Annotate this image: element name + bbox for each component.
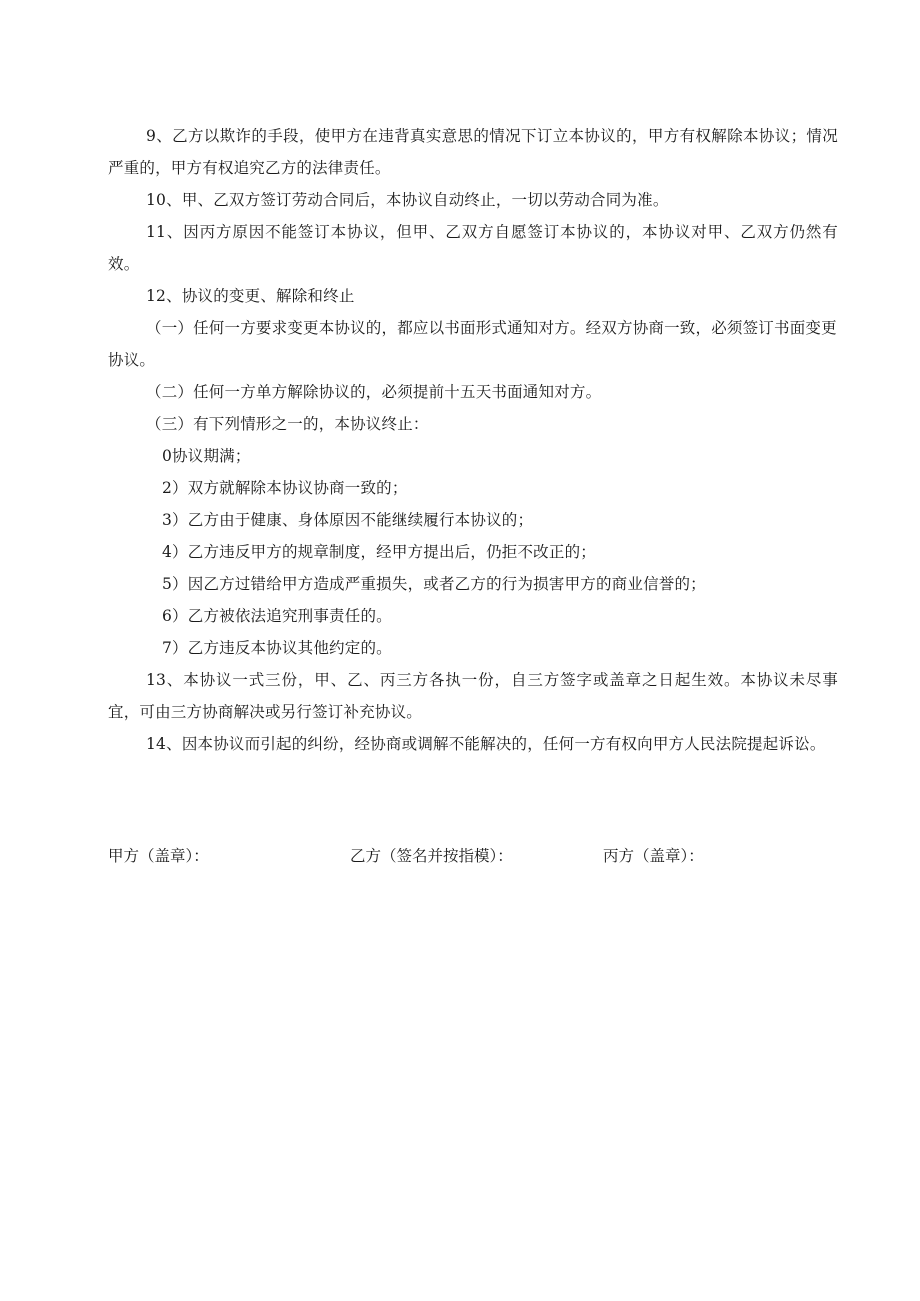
termination-item-7: 7）乙方违反本协议其他约定的。 (162, 639, 392, 657)
termination-item-5: 5）因乙方过错给甲方造成严重损失，或者乙方的行为损害甲方的商业信誉的； (162, 575, 706, 593)
clause-14: 14、因本协议而引起的纠纷，经协商或调解不能解决的，任何一方有权向甲方人民法院提起诉讼。 (146, 735, 826, 753)
clause-12-sub-1: （一）任何一方要求变更本协议的，都应以书面形式通知对方。经双方协商一致，必须签订书面变更协议。 (108, 319, 837, 369)
clause-11: 11、因丙方原因不能签订本协议，但甲、乙双方自愿签订本协议的，本协议对甲、乙双方仍然有效。 (108, 223, 838, 273)
party-a-signature-label: 甲方（盖章）： (108, 847, 209, 865)
signature-block (108, 840, 838, 872)
clause-12-sub-2: （二）任何一方单方解除协议的，必须提前十五天书面通知对方。 (146, 383, 602, 401)
clause-10: 10、甲、乙双方签订劳动合同后，本协议自动终止，一切以劳动合同为准。 (146, 191, 669, 209)
document-body (108, 120, 838, 760)
termination-item-6: 6）乙方被依法追究刑事责任的。 (162, 607, 392, 625)
termination-item-1: 0协议期满； (162, 447, 251, 465)
clause-12-sub-3: （三）有下列情形之一的，本协议终止： (146, 415, 429, 433)
party-c-signature-label: 丙方（盖章）： (603, 847, 704, 865)
clause-9: 9、乙方以欺诈的手段，使甲方在违背真实意思的情况下订立本协议的，甲方有权解除本协议；情况严重的，甲方有权追究乙方的法律责任。 (108, 127, 838, 177)
clause-12-heading: 12、协议的变更、解除和终止 (146, 287, 355, 305)
termination-item-2: 2）双方就解除本协议协商一致的； (162, 479, 408, 497)
termination-item-3: 3）乙方由于健康、身体原因不能继续履行本协议的； (162, 511, 534, 529)
clause-13: 13、本协议一式三份，甲、乙、丙三方各执一份，自三方签字或盖章之日起生效。本协议未尽事宜，可由三方协商解决或另行签订补充协议。 (108, 671, 838, 721)
termination-item-4: 4）乙方违反甲方的规章制度，经甲方提出后，仍拒不改正的； (162, 543, 596, 561)
party-b-signature-label: 乙方（签名并按指模）： (350, 847, 513, 865)
